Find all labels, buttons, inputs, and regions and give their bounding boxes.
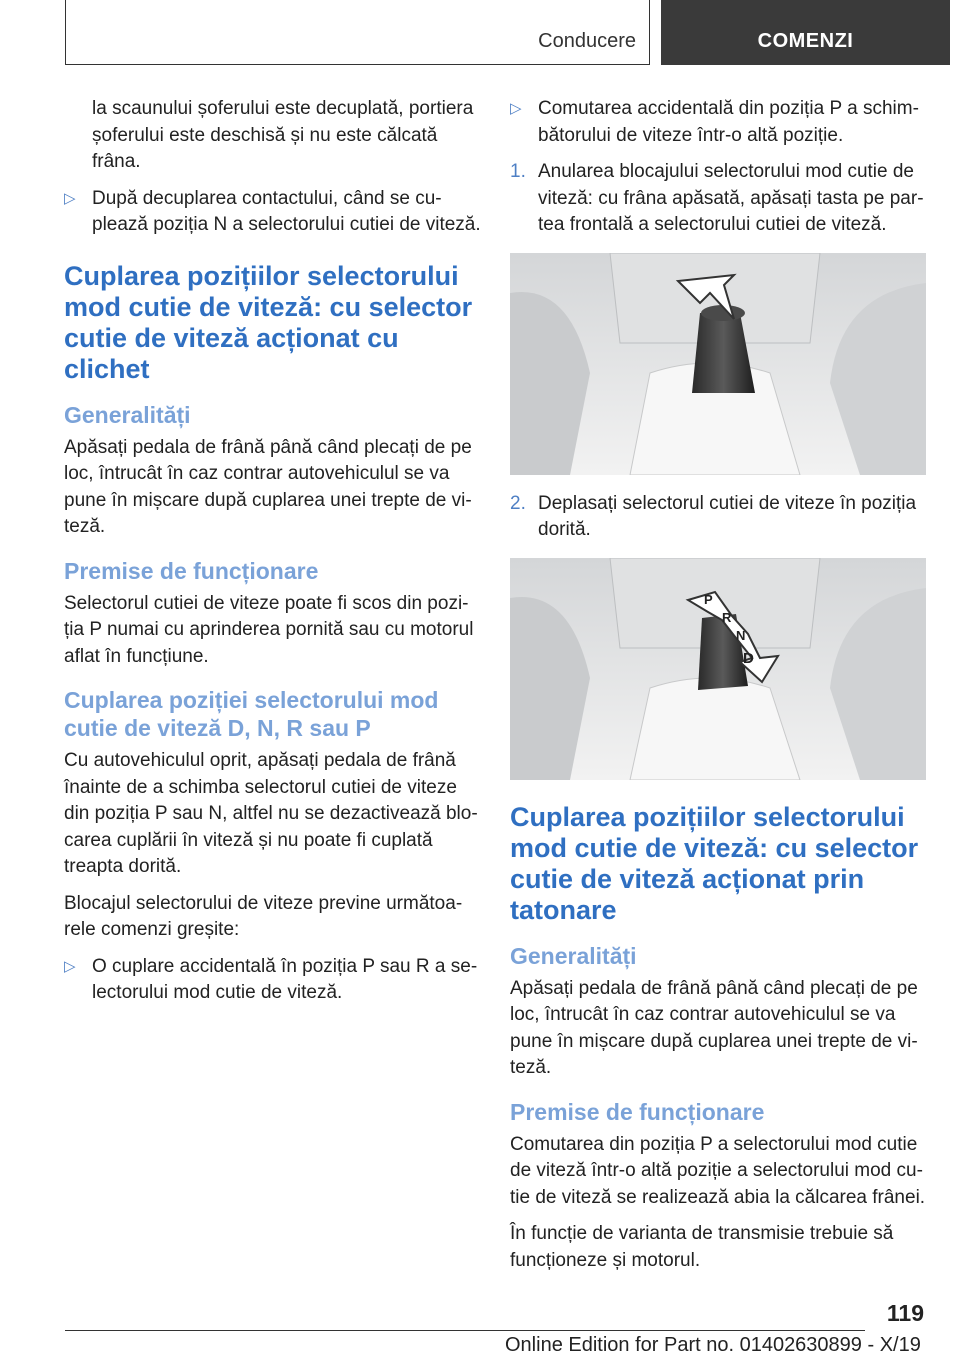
subheading-prerequisites: Premise de funcționare [64,557,319,584]
gear-label-p: P [704,591,713,607]
intro-continued-text: la scaunului șoferului este decuplată, portiera șoferului este deschisă și nu este călcată frâna. [92,98,474,172]
step-number: 1. [510,161,526,182]
gear-label-n: N [736,627,746,643]
bullet-triangle-icon: ▷ [510,100,522,117]
footer-rule [65,1330,865,1331]
subheading-general: Generalități [510,942,637,969]
lock-text: Blocajul selectorului de viteze previne următoarele comenzi greșite: [64,892,463,940]
bullet-text: O cuplare accidentală în poziția P sau R a selectorului mod cutie de viteză. [92,955,478,1003]
engage-text: Cu autovehiculul oprit, apăsați pedala de frână înainte de a schimba selectorul cutiei de viteze din poziția P sau N, altfel nu se dezactivează blocarea cuplării în viteză și nu poate fi cuplată treapta dorită. [64,750,478,877]
footer-edition: Online Edition for Part no. 01402630899 - X/19 [505,1334,921,1356]
bullet-item [64,186,482,239]
bullet-item [510,96,926,149]
bullet-triangle-icon: ▷ [64,957,76,975]
bullet-triangle-icon: ▷ [64,189,76,207]
header-chapter-label: COMENZI [757,30,854,52]
step-text: Deplasați selectorul cutiei de viteze în poziția dorită. [538,492,917,540]
gear-selector-press-illustration [510,253,926,475]
bullet-item [64,954,482,1007]
step-item [510,159,926,239]
gear-label-r: R [722,609,732,625]
variant-text: În funcție de varianta de transmisie trebuie să funcționeze și motorul. [510,1223,894,1271]
bullet-text: După decuplarea contactului, când se cuplează poziția N a selectorului cutiei de viteză. [92,187,481,235]
gear-positions-illustration [510,558,926,780]
header-rule-bottom [65,64,650,65]
left-column [64,96,482,1017]
header-rule-mid [649,0,650,64]
prerequisites-text: Comutarea din poziția P a selectorului mod cutie de viteză într-o altă poziție a selectorului mod cutie de viteză se realizează abia la călcarea frânei. [510,1133,926,1208]
general-text: Apăsați pedala de frână până când plecați de pe loc, întrucât în caz contrar autovehiculul se va pune în mișcare după cuplarea unei trepte de viteză. [510,977,918,1078]
bullet-text: Comutarea accidentală din poziția P a schimbătorului de viteze într-o altă poziție. [538,98,919,146]
general-text: Apăsați pedala de frână până când plecați de pe loc, întrucât în caz contrar autovehiculul se va pune în mișcare după cuplarea unei trepte de viteză. [64,436,472,537]
header-chapter-tab [661,0,950,65]
section-heading: Cuplarea pozițiilor selectorului mod cutie de viteză: cu selector cutie de viteză acționat prin tatonare [510,801,919,925]
step-text: Anularea blocajului selectorului mod cutie de viteză: cu frâna apăsată, apăsați tasta pe partea frontală a selectorului cutiei de viteză. [538,161,924,235]
gear-label-d: D [743,649,754,667]
section-heading: Cuplarea pozițiilor selectorului mod cutie de viteză: cu selector cutie de viteză acționat cu clichet [64,260,473,384]
prerequisites-text: Selectorul cutiei de viteze poate fi scos din poziția P numai cu aprinderea pornită sau cu motorul aflat în funcțiune. [64,592,474,667]
subheading-general: Generalități [64,401,191,428]
subheading-prerequisites: Premise de funcționare [510,1098,765,1125]
header-section-title: Conducere [538,30,636,52]
step-item [510,491,926,544]
page-number: 119 [886,1300,924,1326]
subheading-engage: Cuplarea poziției selectorului mod cutie de viteză D, N, R sau P [64,687,439,741]
right-column [510,96,926,1284]
step-number: 2. [510,492,526,514]
